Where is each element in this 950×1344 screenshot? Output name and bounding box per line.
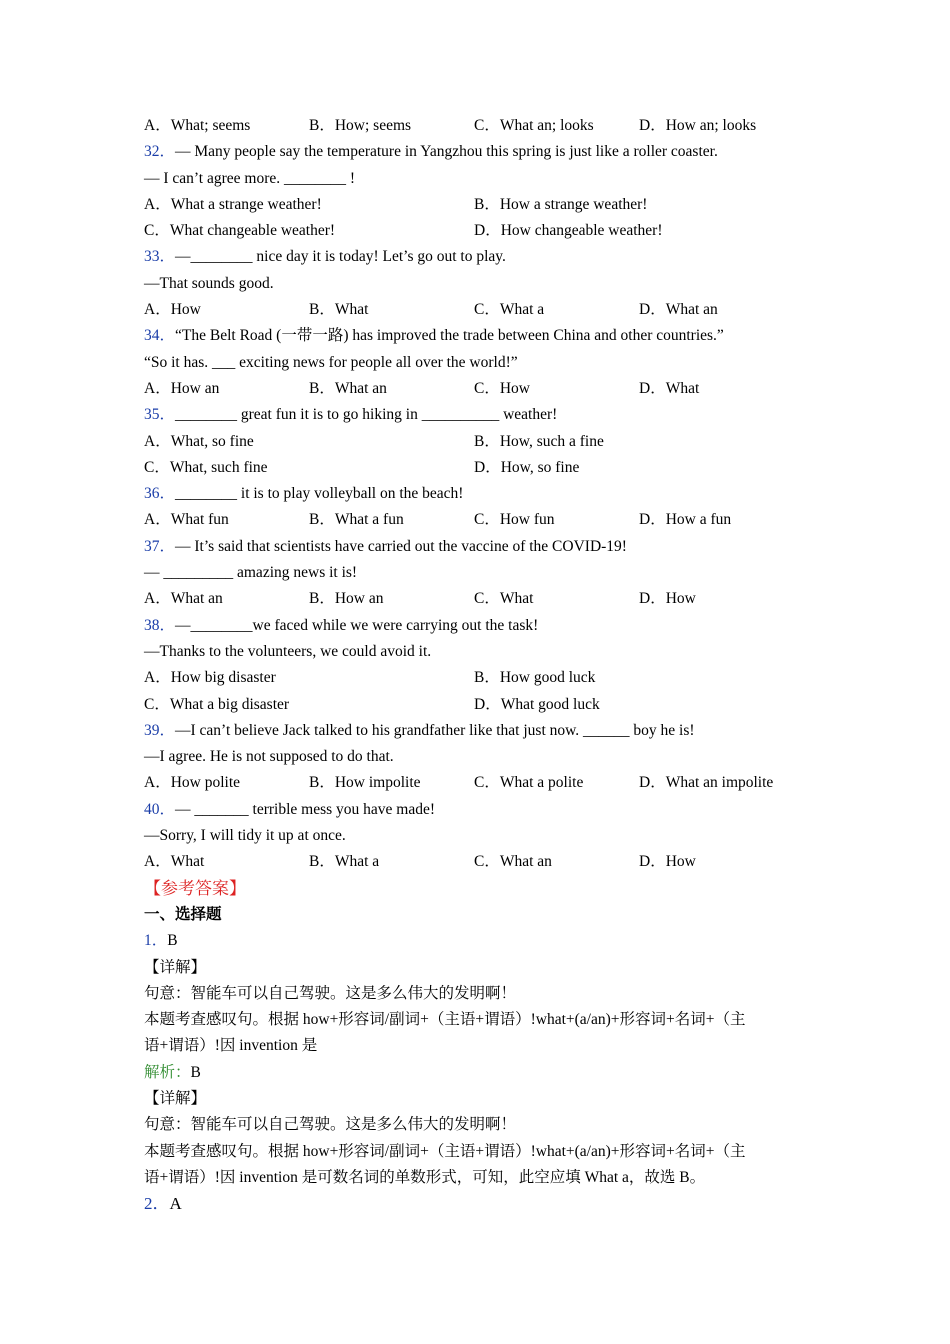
detail-label: 【详解】 xyxy=(144,1089,207,1107)
option-d[interactable]: D．How an; looks xyxy=(639,117,757,134)
option-a[interactable]: A．What, so fine xyxy=(144,432,254,450)
q33-options xyxy=(144,297,804,323)
question-number: 33． xyxy=(144,248,176,266)
rule-explanation: 本题考查感叹句。根据 how+形容词/副词+（主语+谓语）!what+(a/an)+形容词+名词+（主 xyxy=(144,1142,746,1160)
question-number: 32． xyxy=(144,143,176,161)
option-b[interactable]: B．How impolite xyxy=(309,774,421,792)
question-extra: “So it has. ___ exciting news for people all over the world!” xyxy=(144,353,518,371)
option-b[interactable]: B．How, such a fine xyxy=(474,432,604,450)
question-39 xyxy=(144,718,804,744)
question-number: 40． xyxy=(144,800,176,818)
option-d[interactable]: D．How changeable weather! xyxy=(474,222,663,240)
question-stem: “The Belt Road (一带一路) has improved the trade between China and other countries.” xyxy=(175,327,724,345)
reference-answer-title: 【参考答案】 xyxy=(144,878,246,898)
option-d[interactable]: D．How xyxy=(639,590,696,608)
q36-options xyxy=(144,507,804,533)
q32-options-row2 xyxy=(144,218,804,244)
question-stem: — It’s said that scientists have carried out the vaccine of the COVID-19! xyxy=(175,537,627,555)
answer-number: 1． xyxy=(144,932,168,950)
sentence-meaning: 句意：智能车可以自己驾驶。这是多么伟大的发明啊！ xyxy=(144,984,517,1002)
analysis-label: 解析： xyxy=(144,1063,191,1081)
q35-options-row2 xyxy=(144,455,804,481)
question-stem: ________ it is to play volleyball on the beach! xyxy=(175,485,464,503)
option-d[interactable]: D．How a fun xyxy=(639,511,732,529)
q34-options xyxy=(144,376,804,402)
detail-label: 【详解】 xyxy=(144,958,207,976)
option-b[interactable]: B．How an xyxy=(309,590,384,608)
question-37 xyxy=(144,534,804,560)
option-a[interactable]: A．What an xyxy=(144,590,223,608)
question-stem: —I can’t believe Jack talked to his grandfather like that just now. ______ boy he is! xyxy=(175,721,695,739)
option-d[interactable]: D．What good luck xyxy=(474,695,600,713)
question-33 xyxy=(144,244,804,270)
option-b[interactable]: B．How a strange weather! xyxy=(474,195,648,213)
option-b[interactable]: B．What a xyxy=(309,853,380,871)
analysis-answer: B xyxy=(190,1063,201,1081)
question-extra: —That sounds good. xyxy=(144,274,274,292)
answer-1 xyxy=(144,928,804,954)
option-d[interactable]: D．What xyxy=(639,379,700,397)
answer-value: B xyxy=(167,932,178,950)
q35-options-row1 xyxy=(144,429,804,455)
question-extra: —I agree. He is not supposed to do that. xyxy=(144,748,394,766)
option-a[interactable]: A．What a strange weather! xyxy=(144,195,322,213)
q39-options xyxy=(144,770,804,796)
question-number: 37． xyxy=(144,537,176,555)
question-extra: —Thanks to the volunteers, we could avoid it. xyxy=(144,642,432,660)
option-d[interactable]: D．What an impolite xyxy=(639,774,774,792)
option-b[interactable]: B．What xyxy=(309,301,369,319)
question-number: 34． xyxy=(144,327,176,345)
question-number: 38． xyxy=(144,616,176,634)
answer-2 xyxy=(144,1191,804,1217)
option-a[interactable]: A．What; seems xyxy=(144,117,251,134)
question-34 xyxy=(144,323,804,349)
option-a[interactable]: A．What xyxy=(144,853,205,871)
option-d[interactable]: D．How, so fine xyxy=(474,458,580,476)
question-number: 35． xyxy=(144,406,176,424)
question-stem: — _______ terrible mess you have made! xyxy=(175,800,436,818)
rule-explanation-cont: 语+谓语）!因 invention 是 xyxy=(144,1037,318,1055)
question-38 xyxy=(144,613,804,639)
option-a[interactable]: A．How big disaster xyxy=(144,669,276,687)
option-a[interactable]: A．How polite xyxy=(144,774,241,792)
rule-explanation: 本题考查感叹句。根据 how+形容词/副词+（主语+谓语）!what+(a/an)+形容词+名词+（主 xyxy=(144,1011,746,1029)
option-b[interactable]: B．How; seems xyxy=(309,117,412,134)
q32-options-row1 xyxy=(144,192,804,218)
question-stem: — Many people say the temperature in Yangzhou this spring is just like a roller coaster. xyxy=(175,143,718,161)
option-c[interactable]: C．What xyxy=(474,590,534,608)
option-c[interactable]: C．What a polite xyxy=(474,774,584,792)
question-extra: — _________ amazing news it is! xyxy=(144,564,358,582)
analysis-line xyxy=(144,1060,804,1086)
option-b[interactable]: B．What an xyxy=(309,379,387,397)
question-number: 39． xyxy=(144,721,176,739)
option-c[interactable]: C．What, such fine xyxy=(144,458,268,476)
option-c[interactable]: C．How fun xyxy=(474,511,555,529)
question-stem: —________ nice day it is today! Let’s go out to play. xyxy=(175,248,506,266)
q37-options xyxy=(144,586,804,612)
q38-options-row2 xyxy=(144,692,804,718)
question-35 xyxy=(144,402,804,428)
document-page xyxy=(144,113,804,1217)
option-c[interactable]: C．How xyxy=(474,379,530,397)
option-a[interactable]: A．How an xyxy=(144,379,220,397)
question-extra: — I can’t agree more. ________ ! xyxy=(144,169,356,187)
question-stem: ________ great fun it is to go hiking in __________ weather! xyxy=(175,406,558,424)
option-c[interactable]: C．What a big disaster xyxy=(144,695,290,713)
sentence-meaning: 句意：智能车可以自己驾驶。这是多么伟大的发明啊！ xyxy=(144,1116,517,1134)
option-b[interactable]: B．What a fun xyxy=(309,511,404,529)
question-stem: —________we faced while we were carrying out the task! xyxy=(175,616,539,634)
option-d[interactable]: D．How xyxy=(639,853,696,871)
question-32 xyxy=(144,139,804,165)
q31-options xyxy=(144,113,804,139)
answer-number: 2． xyxy=(144,1194,170,1214)
question-number: 36． xyxy=(144,485,176,503)
question-36 xyxy=(144,481,804,507)
option-c[interactable]: C．What an xyxy=(474,853,552,871)
option-b[interactable]: B．How good luck xyxy=(474,669,596,687)
option-c[interactable]: C．What changeable weather! xyxy=(144,222,336,240)
option-a[interactable]: A．What fun xyxy=(144,511,229,529)
rule-explanation-cont: 语+谓语）!因 invention 是可数名词的单数形式，可知，此空应填 What a，故选 B。 xyxy=(144,1168,706,1186)
option-c[interactable]: C．What an; looks xyxy=(474,117,594,134)
option-d[interactable]: D．What an xyxy=(639,301,718,319)
question-40 xyxy=(144,797,804,823)
answer-value: A xyxy=(169,1194,182,1214)
question-extra: —Sorry, I will tidy it up at once. xyxy=(144,827,346,845)
option-a[interactable]: A．How xyxy=(144,301,201,319)
option-c[interactable]: C．What a xyxy=(474,301,545,319)
q40-options xyxy=(144,849,804,875)
section-heading: 一、选择题 xyxy=(144,905,222,923)
q38-options-row1 xyxy=(144,665,804,691)
